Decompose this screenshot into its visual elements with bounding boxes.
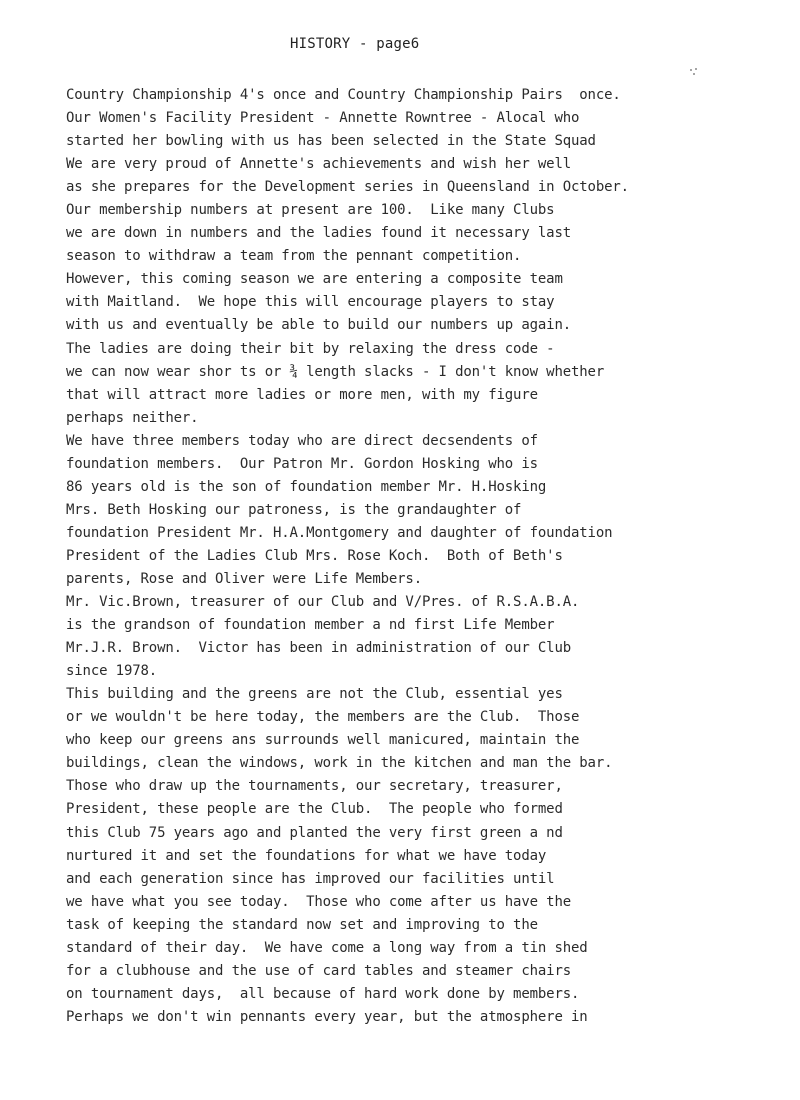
text-line: standard of their day. We have come a long way from a tin shed	[66, 939, 588, 956]
text-line: task of keeping the standard now set and improving to the	[66, 916, 538, 933]
text-line: Mrs. Beth Hosking our patroness, is the grandaughter of	[66, 501, 522, 518]
page-header: HISTORY - page6	[290, 36, 420, 52]
text-line: we have what you see today. Those who come after us have the	[66, 893, 572, 910]
body-text	[66, 84, 786, 1029]
text-line: Our membership numbers at present are 100. Like many Clubs	[66, 202, 555, 219]
text-line: The ladies are doing their bit by relaxing the dress code -	[66, 340, 555, 357]
text-line: is the grandson of foundation member a nd first Life Member	[66, 617, 555, 634]
text-line: Perhaps we don't win pennants every year, but the atmosphere in	[66, 1008, 588, 1025]
text-line: and each generation since has improved our facilities until	[66, 870, 555, 887]
text-line: nurtured it and set the foundations for what we have today	[66, 847, 547, 864]
text-line: started her bowling with us has been selected in the State Squad	[66, 133, 596, 150]
text-line: Our Women's Facility President - Annette Rowntree - Alocal who	[66, 110, 580, 127]
text-line: We have three members today who are direct decsendents of	[66, 432, 538, 449]
text-line: foundation members. Our Patron Mr. Gordon Hosking who is	[66, 455, 538, 472]
text-line: parents, Rose and Oliver were Life Members.	[66, 570, 422, 587]
text-line: foundation President Mr. H.A.Montgomery and daughter of foundation	[66, 524, 613, 541]
text-line: buildings, clean the windows, work in the kitchen and man the bar.	[66, 755, 613, 772]
text-line: with us and eventually be able to build our numbers up again.	[66, 317, 572, 334]
text-line: 86 years old is the son of foundation member Mr. H.Hosking	[66, 478, 547, 495]
text-line: with Maitland. We hope this will encourage players to stay	[66, 294, 555, 311]
text-line: who keep our greens ans surrounds well manicured, maintain the	[66, 732, 580, 749]
ink-speck-mark	[688, 68, 700, 76]
text-line: season to withdraw a team from the pennant competition.	[66, 248, 522, 265]
text-line: this Club 75 years ago and planted the very first green a nd	[66, 824, 563, 841]
text-line: or we wouldn't be here today, the members are the Club. Those	[66, 709, 580, 726]
text-line: since 1978.	[66, 663, 158, 680]
text-line: as she prepares for the Development series in Queensland in October.	[66, 179, 629, 196]
text-line: We are very proud of Annette's achievements and wish her well	[66, 156, 572, 173]
text-line: Those who draw up the tournaments, our secretary, treasurer,	[66, 778, 563, 795]
text-line: that will attract more ladies or more men, with my figure	[66, 386, 538, 403]
text-line: President of the Ladies Club Mrs. Rose Koch. Both of Beth's	[66, 547, 563, 564]
text-line: This building and the greens are not the Club, essential yes	[66, 686, 563, 703]
text-line: perhaps neither.	[66, 409, 199, 426]
text-line: on tournament days, all because of hard work done by members.	[66, 985, 580, 1002]
text-line: we can now wear shor ts or ¾ length slacks - I don't know whether	[66, 363, 605, 380]
text-line: Country Championship 4's once and Country Championship Pairs once.	[66, 87, 621, 103]
text-line: Mr. Vic.Brown, treasurer of our Club and V/Pres. of R.S.A.B.A.	[66, 594, 580, 611]
text-line: for a clubhouse and the use of card tables and steamer chairs	[66, 962, 572, 979]
text-line: Mr.J.R. Brown. Victor has been in administration of our Club	[66, 640, 572, 657]
text-line: President, these people are the Club. The people who formed	[66, 801, 563, 818]
text-line: However, this coming season we are entering a composite team	[66, 271, 563, 288]
text-line: we are down in numbers and the ladies found it necessary last	[66, 225, 572, 242]
